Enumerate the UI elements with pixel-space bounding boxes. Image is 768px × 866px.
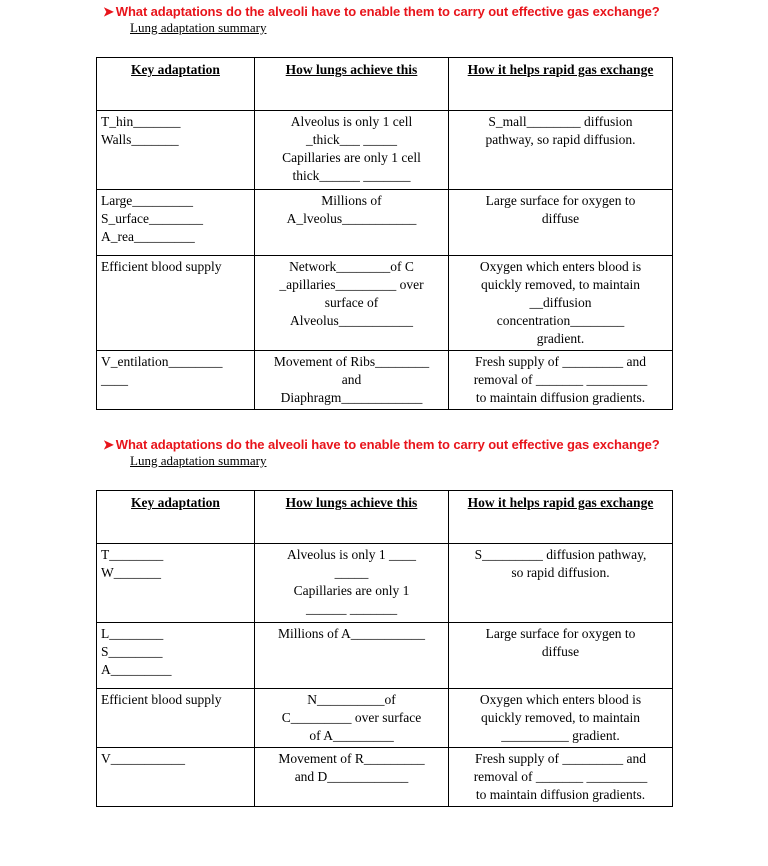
adaptation-table <box>96 490 673 807</box>
adaptation-table <box>96 57 673 410</box>
table-row <box>97 623 673 689</box>
helps-cell: Oxygen which enters blood is quickly removed, to maintain __________ gradient. <box>449 689 673 748</box>
subtitle: Lung adaptation summary <box>130 20 267 35</box>
table-header-row <box>97 491 673 544</box>
adaptation-cell: L________ S________ A_________ <box>97 623 255 689</box>
header-how-it-helps: How it helps rapid gas exchange <box>449 491 673 544</box>
adaptation-cell: V___________ <box>97 748 255 807</box>
header-key-adaptation: Key adaptation <box>97 491 255 544</box>
table-row <box>97 190 673 256</box>
header-how-lungs: How lungs achieve this <box>255 491 449 544</box>
subtitle: Lung adaptation summary <box>130 453 267 468</box>
header-how-it-helps: How it helps rapid gas exchange <box>449 58 673 111</box>
helps-cell: Large surface for oxygen to diffuse <box>449 190 673 256</box>
how-cell: Alveolus is only 1 ____ _____ Capillaries are only 1 ______ _______ <box>255 544 449 623</box>
table-row <box>97 689 673 748</box>
arrow-bullet-icon: ➤ <box>103 437 114 452</box>
question-heading: ➤ What adaptations do the alveoli have to enable them to carry out effective gas exchange? <box>103 437 660 452</box>
table-row <box>97 544 673 623</box>
adaptation-cell: T________ W_______ <box>97 544 255 623</box>
header-how-lungs: How lungs achieve this <box>255 58 449 111</box>
adaptation-cell: T_hin_______ Walls_______ <box>97 111 255 190</box>
helps-cell: Oxygen which enters blood is quickly removed, to maintain __diffusion concentration________ gradient. <box>449 256 673 351</box>
helps-cell: S_mall________ diffusion pathway, so rapid diffusion. <box>449 111 673 190</box>
header-key-adaptation: Key adaptation <box>97 58 255 111</box>
helps-cell: Large surface for oxygen to diffuse <box>449 623 673 689</box>
table-row <box>97 748 673 807</box>
table-row <box>97 256 673 351</box>
how-cell: Millions of A___________ <box>255 623 449 689</box>
how-cell: Alveolus is only 1 cell _thick___ _____ Capillaries are only 1 cell thick______ _______ <box>255 111 449 190</box>
adaptation-cell: V_entilation________ ____ <box>97 351 255 410</box>
adaptation-cell: Efficient blood supply <box>97 256 255 351</box>
table-row <box>97 351 673 410</box>
how-cell: Movement of R_________ and D____________ <box>255 748 449 807</box>
how-cell: N__________of C_________ over surface of A_________ <box>255 689 449 748</box>
how-cell: Movement of Ribs________ and Diaphragm____________ <box>255 351 449 410</box>
table-row <box>97 111 673 190</box>
table-header-row <box>97 58 673 111</box>
adaptation-cell: Efficient blood supply <box>97 689 255 748</box>
adaptation-cell: Large_________ S_urface________ A_rea_________ <box>97 190 255 256</box>
helps-cell: Fresh supply of _________ and removal of _______ _________ to maintain diffusion gradients. <box>449 351 673 410</box>
arrow-bullet-icon: ➤ <box>103 4 114 19</box>
helps-cell: S_________ diffusion pathway, so rapid diffusion. <box>449 544 673 623</box>
question-heading: ➤ What adaptations do the alveoli have to enable them to carry out effective gas exchange? <box>103 4 660 19</box>
helps-cell: Fresh supply of _________ and removal of _______ _________ to maintain diffusion gradients. <box>449 748 673 807</box>
how-cell: Network________of C _apillaries_________ over surface of Alveolus___________ <box>255 256 449 351</box>
how-cell: Millions of A_lveolus___________ <box>255 190 449 256</box>
